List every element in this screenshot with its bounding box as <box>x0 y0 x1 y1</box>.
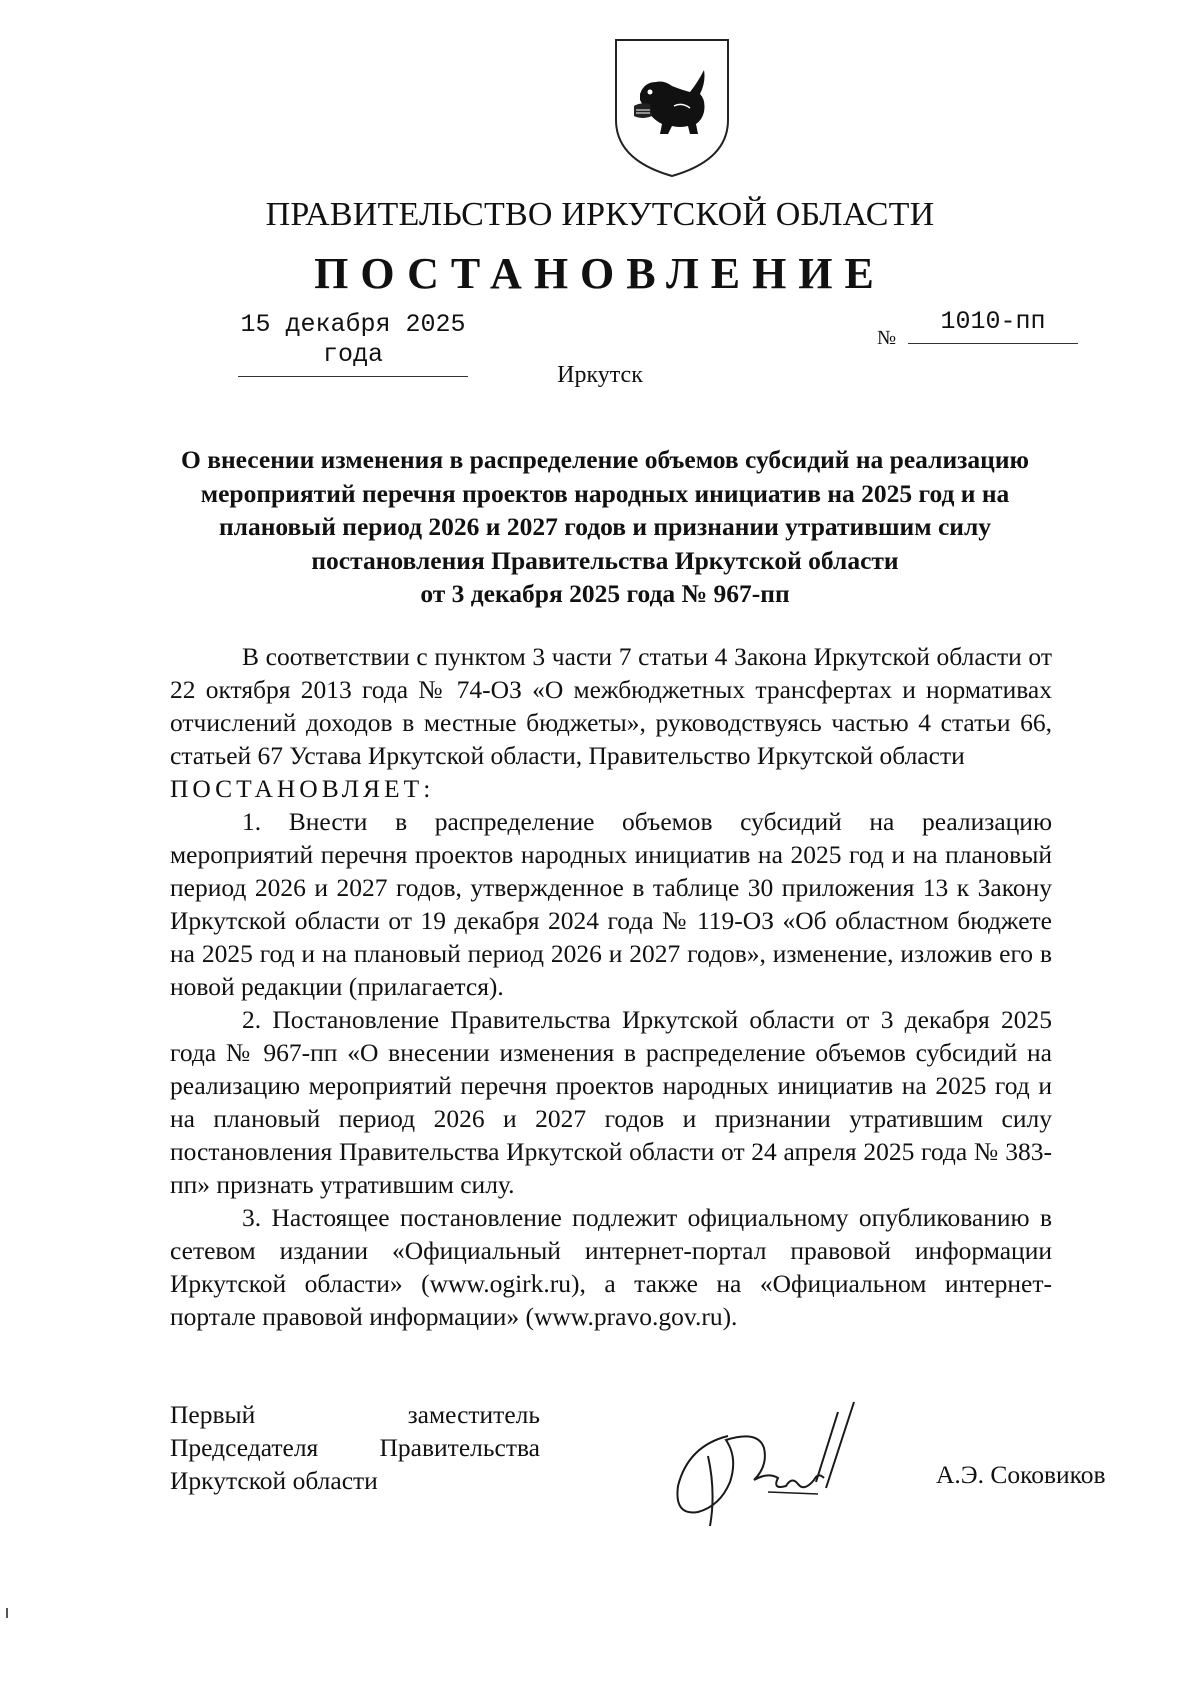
signer-position-line: Иркутской области <box>170 1466 378 1495</box>
document-type: ПОСТАНОВЛЕНИЕ <box>314 249 886 298</box>
handwritten-signature <box>668 1396 868 1532</box>
resolves-heading: ПОСТАНОВЛЯЕТ: <box>170 774 435 803</box>
title-line: постановления Правительства Иркутской области <box>311 545 899 575</box>
signer-position-line: Первый заместитель <box>170 1400 540 1429</box>
government-name: ПРАВИТЕЛЬСТВО ИРКУТСКОЙ ОБЛАСТИ <box>265 196 935 233</box>
preamble: В соответствии с пунктом 3 части 7 статьи 4 Закона Иркутской области от 22 октября 2013 года № 74-ОЗ «О межбюджетных трансфертах и нормативах отчислений доходов в местные бюджеты», руководствуясь частью 4 статьи 66, статьей 67 Устава Иркутской области, Правительство Иркутской области <box>170 642 1052 770</box>
item-3: 3. Настоящее постановление подлежит официальному опубликованию в сетевом издании «Официальный интернет-портал правовой информации Иркутской области» (www.ogirk.ru), а также на «Официальном интернет-портале правовой информации» (www.pravo.gov.ru). <box>170 1203 1052 1331</box>
signer-name: А.Э. Соковиков <box>936 1460 1106 1489</box>
city: Иркутск <box>557 362 643 388</box>
number-underline <box>908 343 1078 344</box>
document-title <box>150 443 1060 611</box>
title-line: мероприятий перечня проектов народных инициатив на 2025 год и на <box>200 478 1010 508</box>
number-field <box>908 307 1078 344</box>
scan-mark <box>6 1608 8 1618</box>
title-line: от 3 декабря 2025 года № 967-пп <box>420 579 790 608</box>
document-body <box>170 640 1052 1333</box>
document-date: 15 декабря 2025 года <box>240 310 466 369</box>
title-line: плановый период 2026 и 2027 годов и признании утратившим силу <box>218 512 992 541</box>
number-label: № <box>877 327 897 349</box>
signer-position <box>170 1398 540 1497</box>
title-line: О внесении изменения в распределение объемов субсидий на реализацию <box>180 445 1030 474</box>
signer-position-line: Председателя Правительства <box>170 1433 540 1462</box>
coat-of-arms-icon <box>610 36 734 180</box>
item-1: 1. Внести в распределение объемов субсидий на реализацию мероприятий перечня проектов народных инициатив на 2025 год и на плановый период 2026 и 2027 годов, утвержденное в таблице 30 приложения 13 к Закону Иркутской области от 19 декабря 2024 года № 119-ОЗ «Об областном бюджете на 2025 год и на плановый период 2026 и 2027 годов», изменение, изложив его в новой редакции (прилагается). <box>170 807 1052 1001</box>
document-number: 1010-пп <box>940 307 1046 336</box>
item-2: 2. Постановление Правительства Иркутской области от 3 декабря 2025 года № 967-пп «О внесении изменения в распределение объемов субсидий на реализацию мероприятий перечня проектов народных инициатив на 2025 год и на плановый период 2026 и 2027 годов и признании утратившим силу постановления Правительства Иркутской области от 24 апреля 2025 года № 383-пп» признать утратившим силу. <box>170 1005 1052 1199</box>
